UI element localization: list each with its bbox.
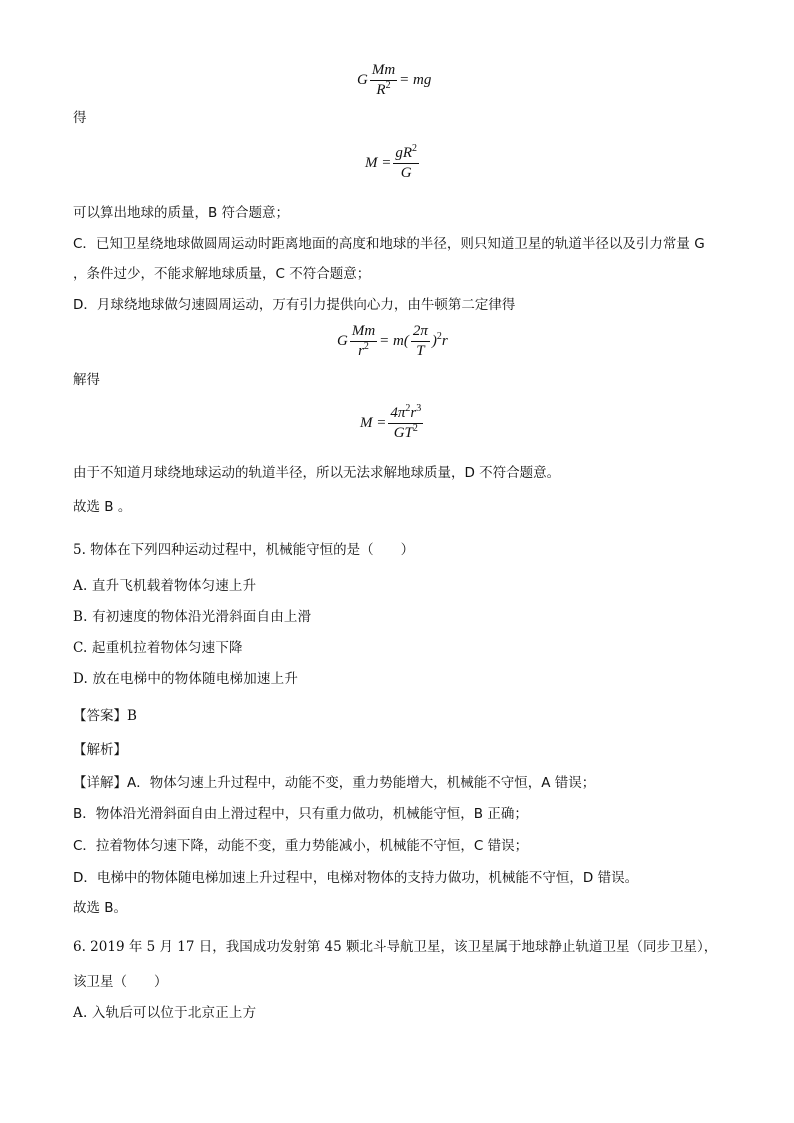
formula-eq: = m( — [379, 333, 409, 349]
num-b: r — [410, 405, 417, 421]
num-exponent: 2 — [412, 143, 418, 154]
formula-fraction — [388, 405, 423, 442]
q6-stem-1: 6. 2019 年 5 月 17 日，我国成功发射第 45 颗北斗导航卫星，该卫星属于地球静止轨道卫星（同步卫星）， — [73, 939, 718, 955]
q5-detail-d: D．电梯中的物体随电梯加速上升过程中，电梯对物体的支持力做功，机械能不守恒，D 错误。 — [73, 870, 639, 886]
num-a: 4π — [390, 405, 406, 421]
q5-option-b: B. 有初速度的物体沿光滑斜面自由上滑 — [73, 609, 312, 625]
text-jiede: 解得 — [73, 372, 100, 388]
formula-tail — [432, 333, 448, 350]
den-base: r — [358, 343, 364, 359]
fraction-numerator — [393, 145, 419, 164]
line-option-d-1: D．月球绕地球做匀速圆周运动，万有引力提供向心力，由牛顿第二定律得 — [73, 297, 516, 313]
q6-stem-2: 该卫星（ ） — [73, 974, 168, 990]
num-exp-b: 3 — [416, 403, 422, 414]
num-exp-a: 2 — [405, 403, 411, 414]
den-exponent: 2 — [385, 80, 391, 91]
formula-lhs: M = — [360, 415, 387, 431]
q5-conclusion: 故选 B。 — [73, 900, 128, 916]
q5-detail-a: 【详解】A．物体匀速上升过程中，动能不变，重力势能增大，机械能不守恒，A 错误； — [73, 775, 596, 791]
fraction-denominator: G — [400, 165, 412, 181]
inner-denominator: T — [416, 343, 425, 359]
tail-paren: ) — [431, 333, 437, 349]
formula-g: G — [337, 333, 348, 349]
den-exponent: 2 — [412, 423, 418, 434]
q5-answer: 【答案】B — [73, 708, 137, 724]
line-conclusion-q4: 故选 B 。 — [73, 499, 132, 515]
formula-g: G — [357, 72, 368, 88]
q6-option-a: A. 入轨后可以位于北京正上方 — [73, 1005, 257, 1021]
formula-inner-fraction — [411, 323, 430, 360]
num-base: gR — [395, 145, 413, 161]
formula-gravity-equals-weight — [357, 62, 431, 99]
formula-lhs: M = — [365, 155, 392, 171]
text-de: 得 — [73, 110, 87, 126]
q5-option-c: C. 起重机拉着物体匀速下降 — [73, 640, 243, 656]
den-base: R — [376, 82, 386, 98]
formula-fraction — [350, 323, 377, 360]
formula-earth-mass — [365, 145, 421, 182]
q5-stem: 5. 物体在下列四种运动过程中，机械能守恒的是（ ） — [73, 542, 415, 558]
line-option-c-2: ，条件过少，不能求解地球质量，C 不符合题意； — [73, 266, 371, 282]
den-exponent: 2 — [363, 341, 369, 352]
line-b-conclusion: 可以算出地球的质量，B 符合题意； — [73, 205, 290, 221]
inner-numerator: 2π — [411, 323, 430, 342]
fraction-numerator — [388, 405, 423, 424]
q5-option-d: D. 放在电梯中的物体随电梯加速上升 — [73, 671, 299, 687]
fraction-numerator: Mm — [350, 323, 377, 342]
formula-fraction — [370, 62, 397, 99]
formula-fraction — [393, 145, 419, 182]
fraction-denominator — [374, 81, 392, 99]
tail-r: r — [441, 333, 448, 349]
den-base: GT — [393, 425, 413, 441]
q5-analysis-label: 【解析】 — [73, 742, 127, 758]
formula-centripetal — [337, 323, 448, 360]
fraction-numerator: Mm — [370, 62, 397, 81]
formula-rhs: = mg — [399, 72, 432, 88]
tail-exponent: 2 — [436, 331, 442, 342]
fraction-denominator — [356, 342, 371, 360]
q5-detail-b: B．物体沿光滑斜面自由上滑过程中，只有重力做功，机械能守恒，B 正确； — [73, 806, 528, 822]
q5-option-a: A. 直升飞机载着物体匀速上升 — [73, 578, 257, 594]
line-option-c-1: C．已知卫星绕地球做圆周运动时距离地面的高度和地球的半径，则只知道卫星的轨道半径以及引力常量 G — [73, 236, 705, 252]
formula-earth-mass-moon — [360, 405, 425, 442]
q5-detail-c: C．拉着物体匀速下降，动能不变，重力势能减小，机械能不守恒，C 错误； — [73, 838, 529, 854]
line-option-d-2: 由于不知道月球绕地球运动的轨道半径，所以无法求解地球质量，D 不符合题意。 — [73, 465, 561, 481]
fraction-denominator — [392, 424, 420, 442]
